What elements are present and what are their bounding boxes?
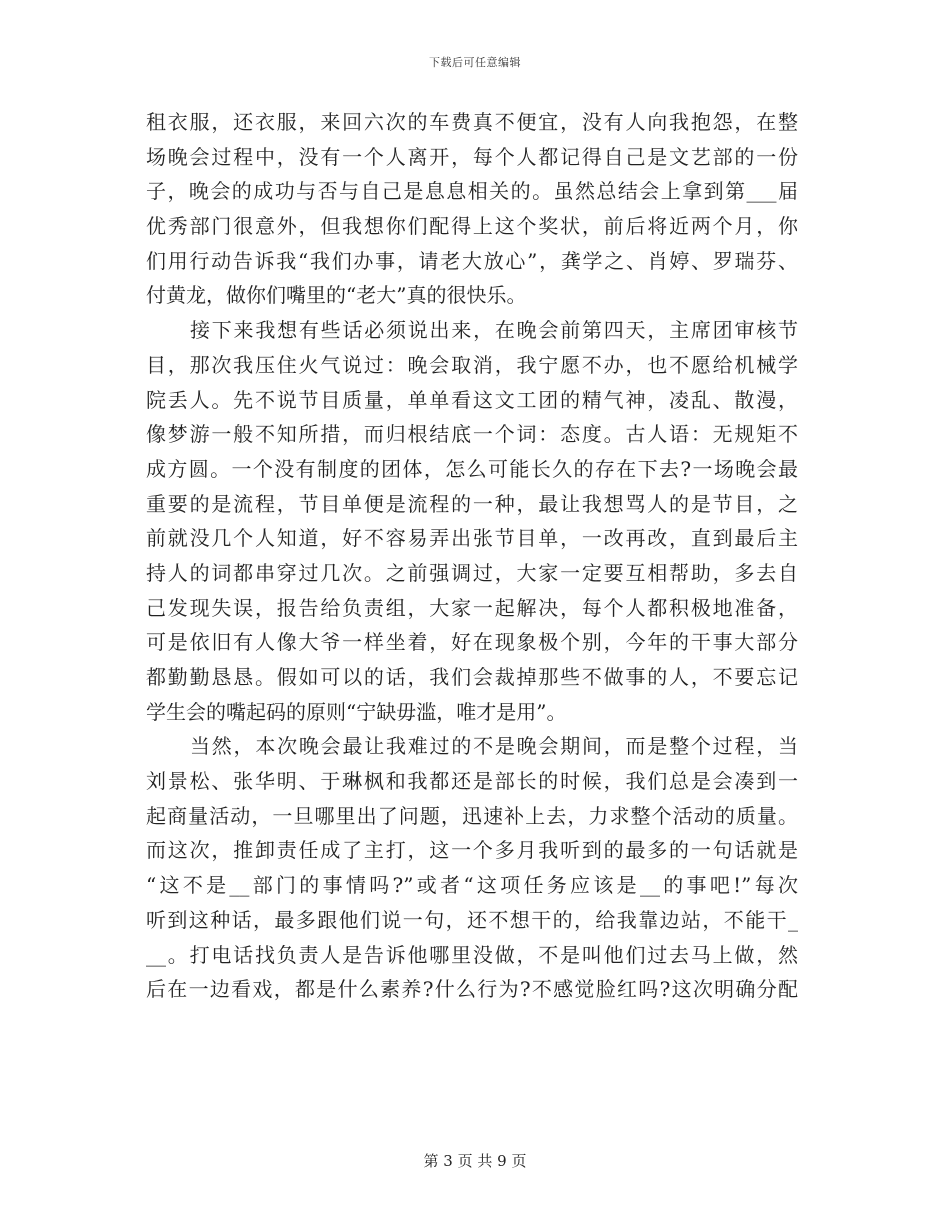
- text-line: 付黄龙，做你们嘴里的“老大”真的很快乐。: [146, 283, 527, 308]
- text-line: 可是依旧有人像大爷一样坐着，好在现象极个别，今年的干事大部分: [146, 630, 798, 655]
- page-footer: 第 3 页 共 9 页: [423, 1152, 527, 1170]
- paragraph-2: [146, 313, 798, 729]
- page-header: 下载后可任意编辑: [429, 56, 521, 69]
- text-line: 成方圆。一个没有制度的团体，怎么可能长久的存在下去?一场晚会最: [146, 456, 798, 481]
- text-line: 都勤勤恳恳。假如可以的话，我们会裁掉那些不做事的人，不要忘记: [146, 665, 798, 689]
- text-line: 前就没几个人知道，好不容易弄出张节目单，一改再改，直到最后主: [146, 526, 798, 551]
- text-line: “这不是__部门的事情吗?”或者“这项任务应该是__的事吧!”每次: [146, 873, 798, 898]
- text-line: 目，那次我压住火气说过：晚会取消，我宁愿不办，也不愿给机械学: [146, 352, 798, 377]
- text-line: 听到这种话，最多跟他们说一句，还不想干的，给我靠边站，不能干_: [146, 907, 798, 932]
- text-line: 子，晚会的成功与否与自己是息息相关的。虽然总结会上拿到第___届: [146, 179, 798, 204]
- text-line: 院丢人。先不说节目质量，单单看这文工团的精气神，凌乱、散漫，: [146, 387, 798, 412]
- text-line: 学生会的嘴起码的原则“宁缺毋滥，唯才是用”。: [146, 699, 567, 724]
- text-line: 后在一边看戏，都是什么素养?什么行为?不感觉脸红吗?这次明确分配: [146, 977, 798, 1002]
- text-line: 当然，本次晚会最让我难过的不是晚会期间，而是整个过程，当: [190, 734, 798, 759]
- text-line: 起商量活动，一旦哪里出了问题，迅速补上去，力求整个活动的质量。: [146, 803, 798, 828]
- text-line: __。打电话找负责人是告诉他哪里没做，不是叫他们过去马上做，然: [146, 942, 798, 967]
- text-line: 而这次，推卸责任成了主打，这一个多月我听到的最多的一句话就是: [146, 838, 798, 863]
- text-line: 像梦游一般不知所措，而归根结底一个词：态度。古人语：无规矩不: [146, 422, 798, 447]
- document-body: [146, 105, 798, 1007]
- text-line: 重要的是流程，节目单便是流程的一种，最让我想骂人的是节目，之: [146, 491, 798, 516]
- text-line: 刘景松、张华明、于琳枫和我都还是部长的时候，我们总是会凑到一: [146, 769, 798, 794]
- text-line: 优秀部门很意外，但我想你们配得上这个奖状，前后将近两个月，你: [146, 214, 798, 239]
- text-line: 们用行动告诉我“我们办事，请老大放心”，龚学之、肖婷、罗瑞芬、: [146, 248, 798, 273]
- text-line: 己发现失误，报告给负责组，大家一起解决，每个人都积极地准备，: [146, 595, 798, 620]
- text-line: 场晚会过程中，没有一个人离开，每个人都记得自己是文艺部的一份: [146, 144, 798, 169]
- text-line: 持人的词都串穿过几次。之前强调过，大家一定要互相帮助，多去自: [146, 560, 798, 585]
- paragraph-1: [146, 105, 798, 313]
- text-line: 租衣服，还衣服，来回六次的车费真不便宜，没有人向我抱怨，在整: [146, 110, 798, 134]
- text-line: 接下来我想有些话必须说出来，在晚会前第四天，主席团审核节: [190, 318, 798, 343]
- paragraph-3: [146, 729, 798, 1007]
